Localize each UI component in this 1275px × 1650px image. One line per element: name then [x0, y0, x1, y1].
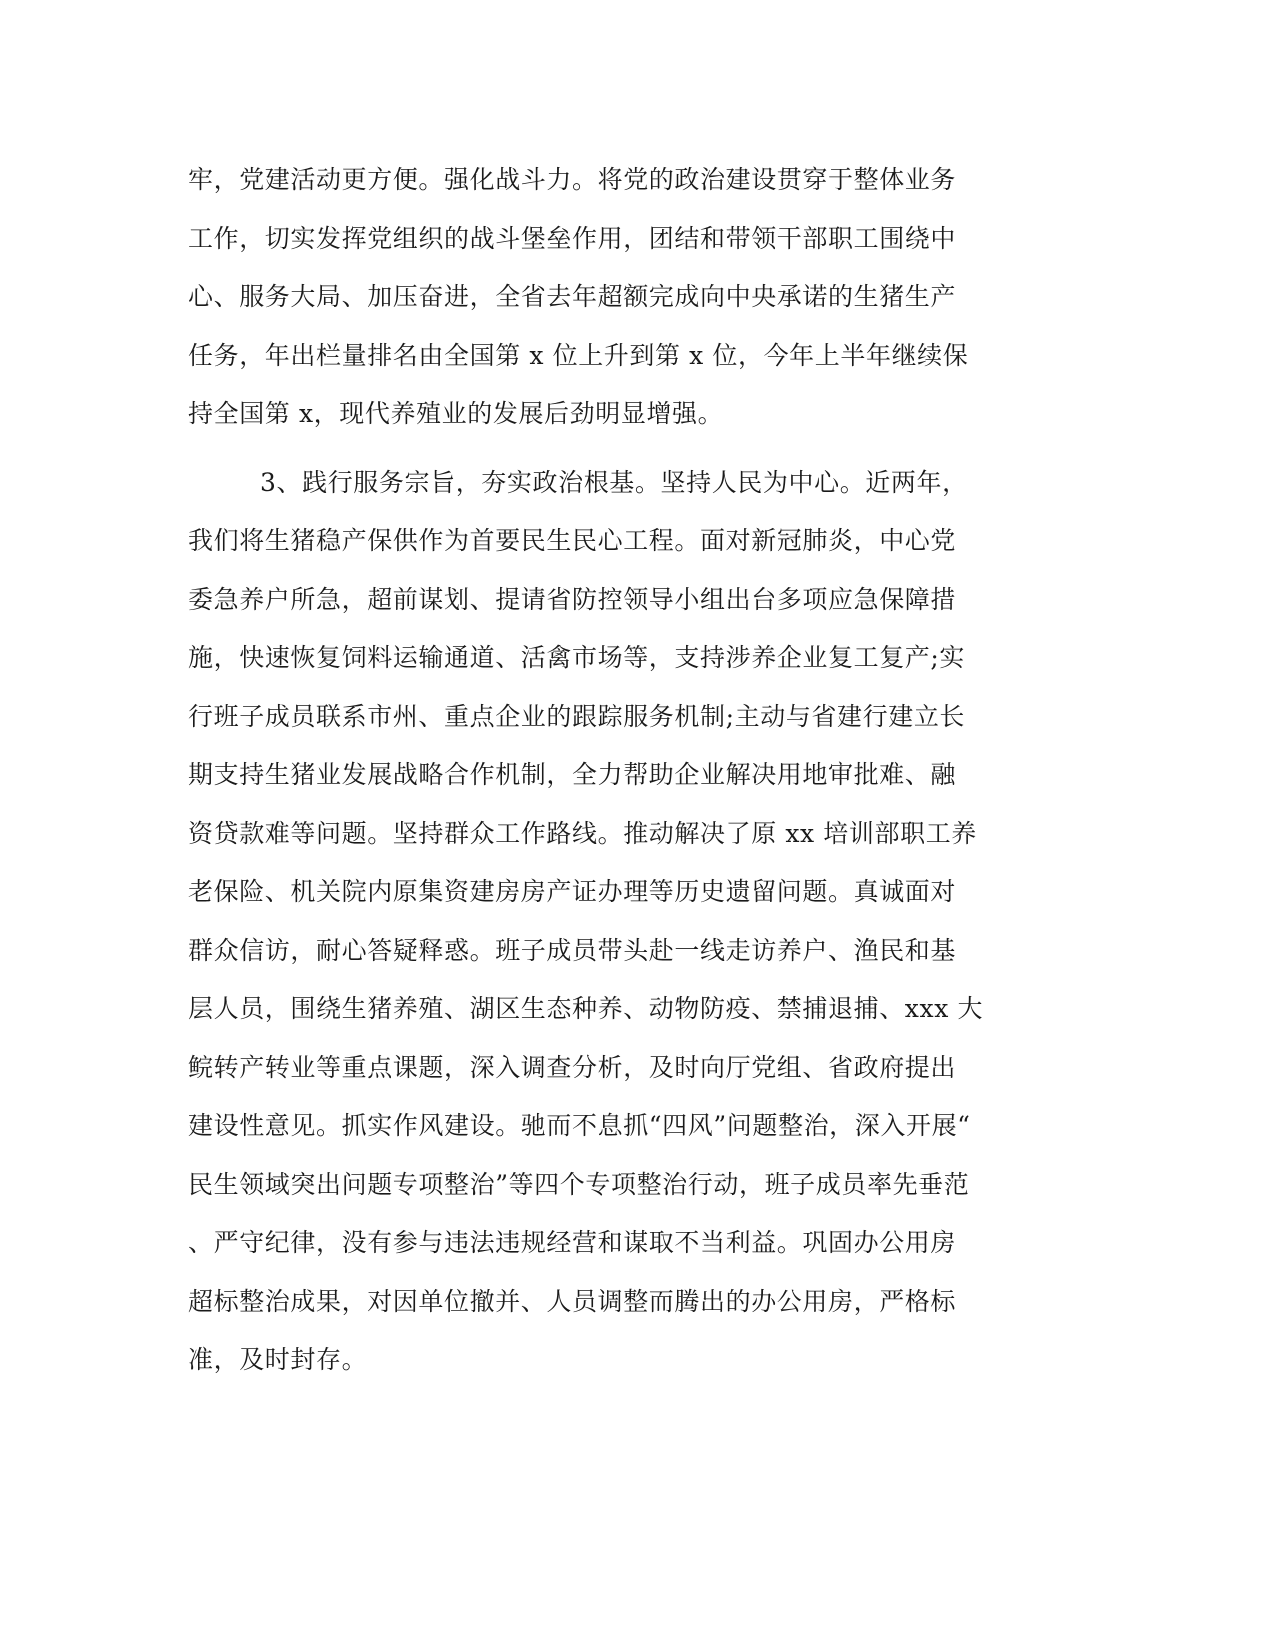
text-line: 任务，年出栏量排名由全国第 x 位上升到第 x 位，今年上半年继续保 — [188, 341, 969, 370]
text-line: 行班子成员联系市州、重点企业的跟踪服务机制;主动与省建行建立长 — [188, 702, 966, 731]
text-line: 民生领域突出问题专项整治”等四个专项整治行动，班子成员率先垂范 — [188, 1170, 970, 1199]
paragraph-heading-line: 3、践行服务宗旨，夯实政治根基。坚持人民为中心。近两年， — [260, 468, 968, 497]
text-line: 建设性意见。抓实作风建设。驰而不息抓“四风”问题整治，深入开展“ — [188, 1111, 971, 1140]
text-line: 心、服务大局、加压奋进，全省去年超额完成向中央承诺的生猪生产 — [188, 282, 957, 311]
text-line: 期支持生猪业发展战略合作机制，全力帮助企业解决用地审批难、融 — [188, 760, 957, 789]
text-line: 老保险、机关院内原集资建房房产证办理等历史遗留问题。真诚面对 — [188, 877, 957, 906]
text-line: 、严守纪律，没有参与违法违规经营和谋取不当利益。巩固办公用房 — [188, 1228, 957, 1257]
text-line: 工作，切实发挥党组织的战斗堡垒作用，团结和带领干部职工围绕中 — [188, 224, 957, 253]
text-line: 委急养户所急，超前谋划、提请省防控领导小组出台多项应急保障措 — [188, 585, 957, 614]
text-line: 超标整治成果，对因单位撤并、人员调整而腾出的办公用房，严格标 — [188, 1287, 957, 1316]
text-line: 我们将生猪稳产保供作为首要民生民心工程。面对新冠肺炎，中心党 — [188, 526, 957, 555]
text-line: 群众信访，耐心答疑释惑。班子成员带头赴一线走访养户、渔民和基 — [188, 936, 957, 965]
text-line: 施，快速恢复饲料运输通道、活禽市场等，支持涉养企业复工复产;实 — [188, 643, 966, 672]
text-line: 鲩转产转业等重点课题，深入调查分析，及时向厅党组、省政府提出 — [188, 1053, 957, 1082]
text-line: 牢，党建活动更方便。强化战斗力。将党的政治建设贯穿于整体业务 — [188, 165, 957, 194]
text-line: 层人员，围绕生猪养殖、湖区生态种养、动物防疫、禁捕退捕、xxx 大 — [188, 994, 984, 1023]
text-line: 持全国第 x，现代养殖业的发展后劲明显增强。 — [188, 399, 724, 428]
text-line: 资贷款难等问题。坚持群众工作路线。推动解决了原 xx 培训部职工养 — [188, 819, 977, 848]
text-line: 准，及时封存。 — [188, 1345, 368, 1374]
